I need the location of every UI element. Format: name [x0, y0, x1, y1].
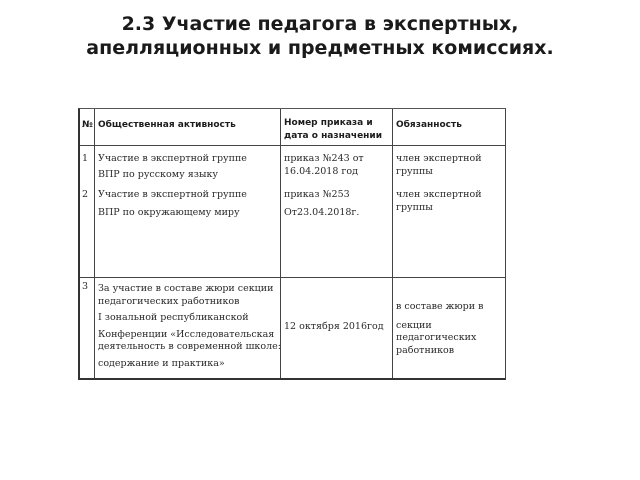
row-1-order: приказ №243 от 16.04.2018 год	[284, 153, 364, 177]
row-3-num: 3	[82, 281, 89, 292]
header-activity: Общественная активность	[98, 120, 236, 130]
row-3-activity: За участие в составе жюри секции педагогических работников I зональной республиканской Конференции «Исследовательская деятельность в современной школе: содержание и практика»	[98, 283, 281, 369]
scanned-table	[78, 108, 506, 380]
row-2-activity: Участие в экспертной группе ВПР по окружающему миру	[98, 189, 247, 218]
row-2-num: 2	[82, 189, 89, 200]
header-order: Номер приказа и дата о назначении	[284, 118, 383, 141]
row-1-duty: член экспертной группы	[396, 153, 482, 177]
row-3-duty: в составе жюри в секции педагогических работников	[396, 301, 484, 356]
column-divider	[94, 109, 95, 378]
row-divider	[80, 277, 505, 278]
row-3-order: 12 октября 2016год	[284, 321, 384, 332]
slide-title-line-2: апелляционных и предметных комиссиях.	[86, 37, 554, 59]
row-2-duty: член экспертной группы	[396, 189, 482, 213]
slide-title-line-1: 2.3 Участие педагога в экспертных,	[121, 13, 519, 35]
slide-title	[40, 12, 600, 60]
row-divider	[80, 145, 505, 146]
row-1-activity: Участие в экспертной группе ВПР по русскому языку	[98, 153, 247, 180]
row-1-num: 1	[82, 153, 89, 164]
header-duty: Обязанность	[396, 120, 462, 130]
column-divider	[392, 109, 393, 378]
row-2-order: приказ №253 От23.04.2018г.	[284, 189, 360, 218]
header-num: №	[82, 120, 93, 130]
